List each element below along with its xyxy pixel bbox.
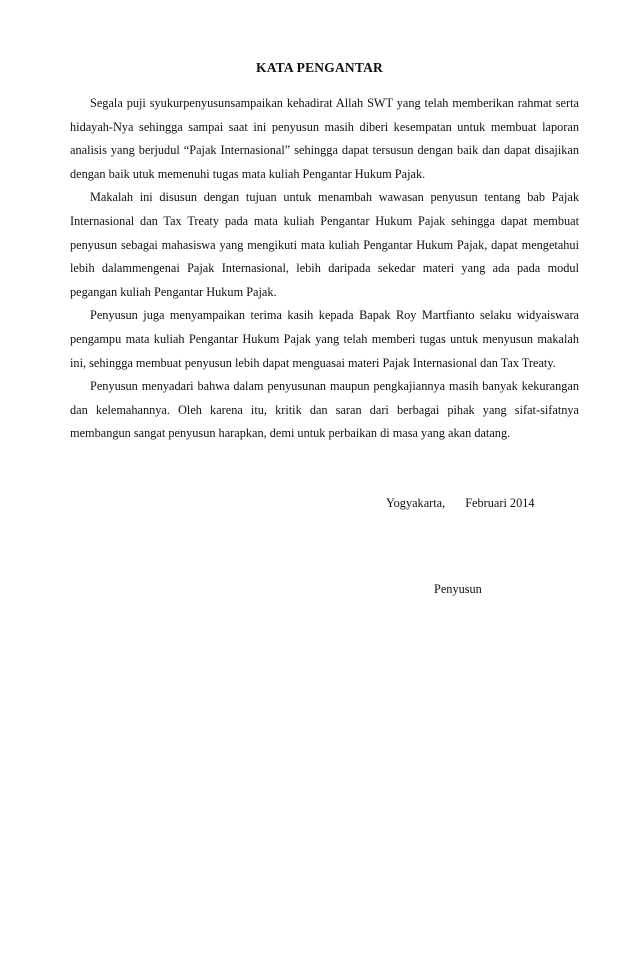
document-body — [70, 92, 579, 446]
paragraph-3: Penyusun juga menyampaikan terima kasih kepada Bapak Roy Martfianto selaku widyaiswara pengampu mata kuliah Pengantar Hukum Pajak yang telah memberi tugas untuk menyusun makalah ini, sehingga membuat penyusun lebih dapat menguasai materi Pajak Internasional dan Tax Treaty. — [70, 308, 579, 370]
signature-place-date — [386, 496, 535, 511]
signature-place: Yogyakarta, — [386, 496, 446, 510]
signature-name: Penyusun — [434, 582, 482, 596]
paragraph-4: Penyusun menyadari bahwa dalam penyusunan maupun pengkajiannya masih banyak kekurangan dan kelemahannya. Oleh karena itu, kritik dan saran dari berbagai pihak yang sifat-sifatnya membangun sangat penyusun harapkan, demi untuk perbaikan di masa yang akan datang. — [70, 379, 579, 441]
page-title: KATA PENGANTAR — [256, 60, 383, 75]
signature-date: Februari 2014 — [465, 496, 535, 510]
paragraph-2: Makalah ini disusun dengan tujuan untuk menambah wawasan penyusun tentang bab Pajak Internasional dan Tax Treaty pada mata kuliah Pengantar Hukum Pajak sehingga dapat membuat penyusun sebagai mahasiswa yang mengikuti mata kuliah Pengantar Hukum Pajak, dapat mengetahui lebih dalammengenai Pajak Internasional, lebih daripada sekedar materi yang ada pada modul pegangan kuliah Pengantar Hukum Pajak. — [70, 190, 579, 299]
paragraph-1: Segala puji syukurpenyusunsampaikan kehadirat Allah SWT yang telah memberikan rahmat serta hidayah-Nya sehingga sampai saat ini penyusun masih diberi kesempatan untuk membuat laporan analisis yang berjudul “Pajak Internasional” sehingga dapat tersusun dengan baik dan dapat disajikan dengan baik utuk memenuhi tugas mata kuliah Pengantar Hukum Pajak. — [70, 96, 579, 181]
